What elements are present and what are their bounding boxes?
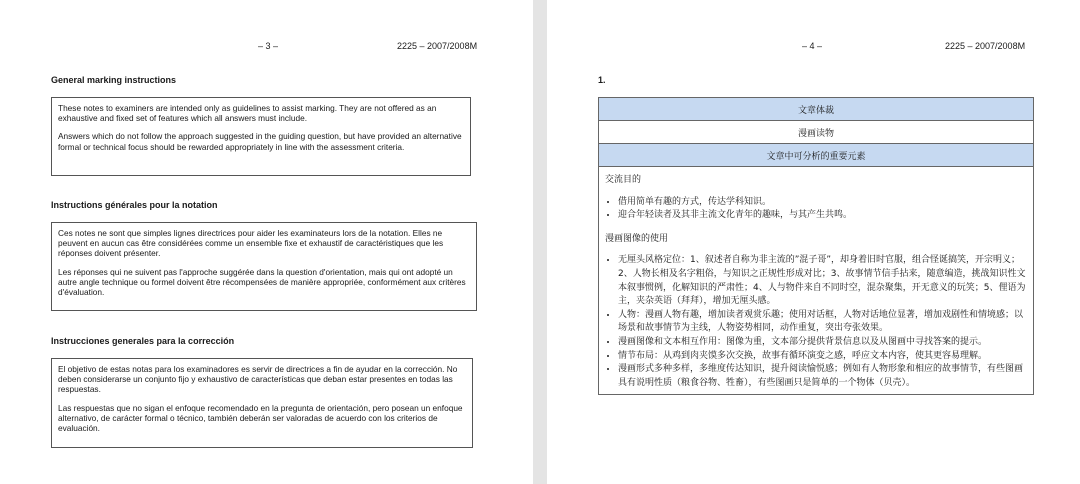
page-gutter: [533, 0, 547, 484]
right-page: [547, 0, 1080, 484]
instructions-box-english: [51, 97, 471, 176]
genre-header: 文章体裁: [599, 98, 1034, 121]
left-page: [0, 0, 533, 484]
instructions-paragraph: Answers which do not follow the approach suggested in the guiding question, but have provided an alternative formal or technical focus should be rewarded appropriately in line with the assessment criteria.: [58, 131, 462, 152]
purpose-title: 交流目的: [605, 175, 642, 185]
list-item: • 人物：漫画人物有趣，增加读者观赏乐趣；使用对话框，人物对话地位显著，增加戏剧性和情境感；以场景和故事情节为主线，人物姿势相同，动作重复，突出夸张效果。: [618, 309, 1027, 336]
list-item: • 漫画形式多种多样，多维度传达知识，提升阅读愉悦感；例如有人物形象和相应的故事情节，有些图画具有说明性质（粮食谷物、牲畜），有些图画只是简单的一个物体（贝壳）。: [618, 363, 1027, 390]
section-heading-spanish: Instrucciones generales para la corrección: [51, 336, 235, 346]
elements-body: [599, 167, 1034, 395]
instructions-paragraph: Ces notes ne sont que simples lignes directrices pour aider les examinateurs lors de la notation. Elles ne peuvent en aucun cas être considérées comme un ensemble fixe et exhaustif de caractéristiques que les réponses doivent présenter.: [58, 228, 444, 259]
list-item: • 借用简单有趣的方式，传达学科知识。: [618, 196, 1027, 210]
genre-value: 漫画读物: [599, 121, 1034, 144]
section-heading-french: Instructions générales pour la notation: [51, 200, 218, 210]
purpose-list: [605, 196, 1027, 223]
document-reference: 2225 – 2007/2008M: [397, 41, 478, 51]
analysis-table: [598, 97, 1034, 395]
instructions-paragraph: These notes to examiners are intended only as guidelines to assist marking. They are not offered as an exhaustive and fixed set of features which all answers must include.: [58, 103, 437, 124]
document-reference: 2225 – 2007/2008M: [945, 41, 1026, 51]
question-number: 1.: [598, 75, 606, 85]
instructions-paragraph: Les réponses qui ne suivent pas l'approche suggérée dans la question d'orientation, mais qui ont adopté un autre angle technique ou formel doivent être récompensées de manière appropriée, conformément aux critères d'évaluation.: [58, 266, 466, 298]
instructions-paragraph: Las respuestas que no sigan el enfoque recomendado en la pregunta de orientación, pero posean un enfoque alternativo, de carácter formal o técnico, también deberán ser valoradas de acuerdo con los criterios de evaluación.: [58, 402, 463, 434]
list-item: • 情节布局：从鸡到肉夹馍多次交换，故事有循环演变之感，呼应文本内容，使其更容易理解。: [618, 350, 1027, 364]
page-number: – 4 –: [802, 41, 823, 51]
instructions-box-spanish: [51, 358, 473, 448]
list-item: • 漫画图像和文本相互作用：图像为重，文本部分提供背景信息以及从图画中寻找答案的提示。: [618, 336, 1027, 350]
elements-header: 文章中可分析的重要元素: [599, 144, 1034, 167]
list-item: • 迎合年轻读者及其非主流文化青年的趣味，与其产生共鸣。: [618, 209, 1027, 223]
image-list: [605, 254, 1027, 390]
instructions-paragraph: El objetivo de estas notas para los examinadores es servir de directrices a fin de ayudar en la corrección. No deben considerarse un conjunto fijo y exhaustivo de características que deban estar presentes en todas las respuestas.: [58, 364, 458, 395]
image-title: 漫画图像的使用: [605, 233, 669, 244]
section-heading-english: General marking instructions: [51, 75, 177, 85]
page-number: – 3 –: [258, 41, 279, 51]
instructions-box-french: [51, 222, 477, 311]
list-item: • 无厘头风格定位：1、叙述者自称为非主流的”混子哥”，却身着旧时官服，组合怪诞搞笑，开宗明义；2、人物长相及名字粗俗，与知识之正规性形成对比；3、故事情节信手拈来，随意编造，挑战知识性文本叙事惯例，化解知识的严肃性；4、人与物件来自不同时空，混杂聚集，开无意义的玩笑；5、俚语为主，夹杂英语（拜拜），增加无厘头感。: [618, 254, 1027, 308]
